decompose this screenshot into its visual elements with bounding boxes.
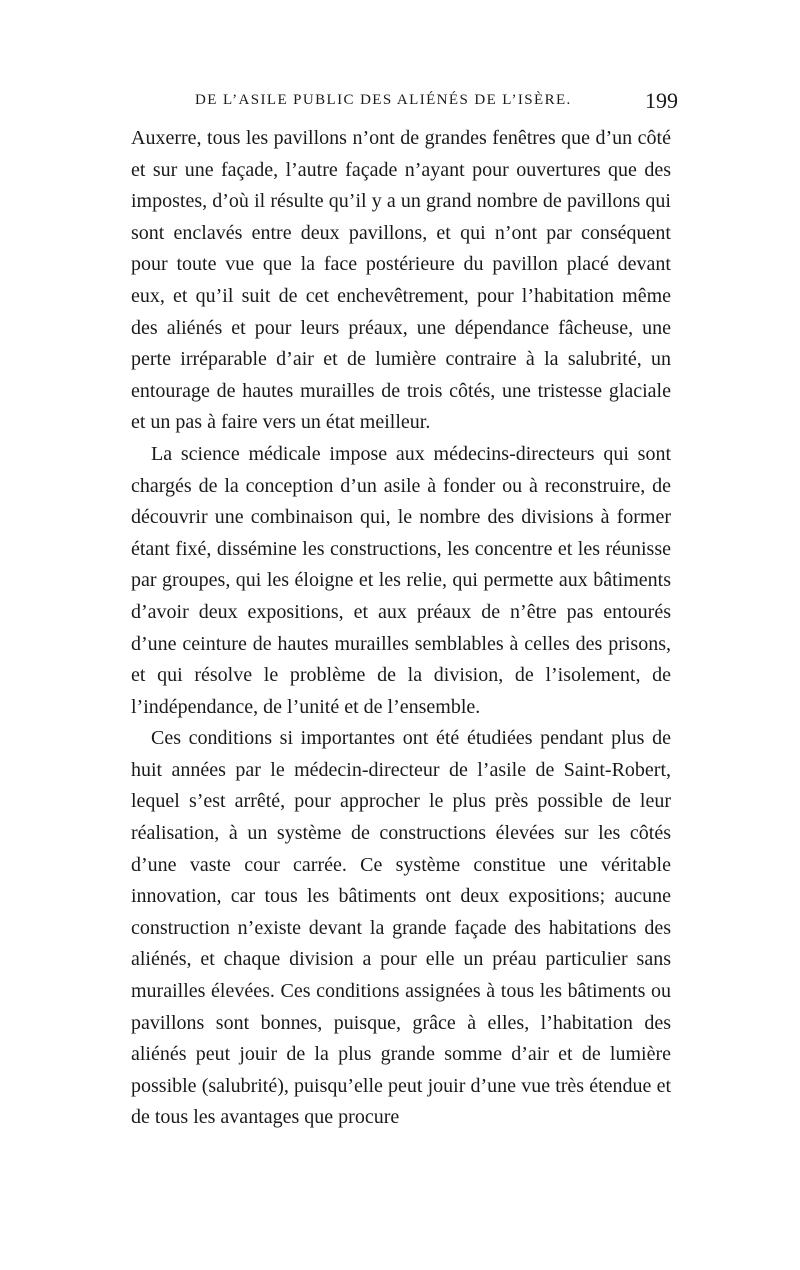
paragraph: La science médicale impose aux médecins-directeurs qui sont chargés de la conception d’un asile à fonder ou à reconstruire, de découvrir une combinaison qui, le nombre des divisions à former étant fixé, dissémine les constructions, les concentre et les réunisse par groupes, qui les éloigne et les relie, qui permette aux bâtiments d’avoir deux expositions, et aux préaux de n’être pas entourés d’une ceinture de hautes murailles semblables à celles des prisons, et qui résolve le problème de la division, de l’isolement, de l’indépendance, de l’unité et de l’ensemble. — [131, 442, 671, 718]
running-head-title: DE L’ASILE PUBLIC DES ALIÉNÉS DE L’ISÈRE. — [195, 92, 572, 108]
page-number: 199 — [645, 88, 678, 113]
running-head — [133, 88, 678, 118]
paragraph: Ces conditions si importantes ont été étudiées pendant plus de huit années par le médecin-directeur de l’asile de Saint-Robert, lequel s’est arrêté, pour approcher le plus près possible de leur réalisation, à un système de constructions élevées sur les côtés d’une vaste cour carrée. Ce système constitue une véritable innovation, car tous les bâtiments ont deux expositions; aucune construction n’existe devant la grande façade des habitations des aliénés, et chaque division a pour elle un préau particulier sans murailles élevées. Ces conditions assignées à tous les bâtiments ou pavillons sont bonnes, puisque, grâce à elles, l’habitation des aliénés peut jouir de la plus grande somme d’air et de lumière possible (salubrité), puisqu’elle peut jouir d’une vue très étendue et de tous les avantages que procure — [131, 727, 671, 1129]
paragraph-continued: Auxerre, tous les pavillons n’ont de grandes fenêtres que d’un côté et sur une façade, l’autre façade n’ayant pour ouvertures que des impostes, d’où il résulte qu’il y a un grand nombre de pavillons qui sont enclavés entre deux pavillons, et qui n’ont par conséquent pour toute vue que la face postérieure du pavillon placé devant eux, et qu’il suit de cet enchevêtrement, pour l’habitation même des aliénés et pour leurs préaux, une dépendance fâcheuse, une perte irréparable d’air et de lumière contraire à la salubrité, un entourage de hautes murailles de trois côtés, une tristesse glaciale et un pas à faire vers un état meilleur. — [131, 127, 671, 434]
body-text — [131, 123, 671, 1134]
